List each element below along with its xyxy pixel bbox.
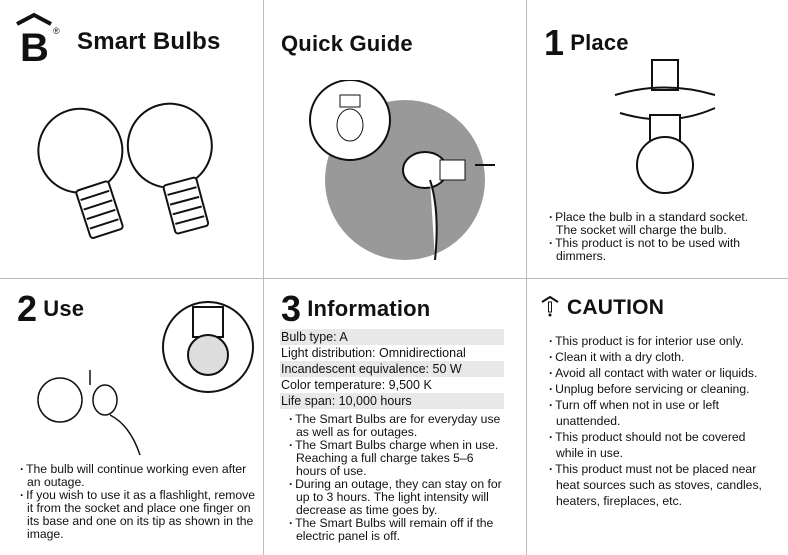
brand-logo-icon [14,12,64,64]
spec-table [280,329,504,409]
place-bullets: · Place the bulb in a standard socket. The socket will charge the bulb. · This product is not to be used with dimmers. [547,211,757,263]
information-heading: 3 Information [281,288,431,329]
caution-title: CAUTION [567,296,665,319]
quick-guide-illustration [300,80,500,270]
use-bullets: · The bulb will continue working even after an outage. · If you wish to use it as a flashlight, remove it from the socket and place one finger on its base and one on its tip as shown in the image. [18,463,258,541]
caution-bullets: · This product is for interior use only. · Clean it with a dry cloth. · Avoid all contact with water or liquids. · Unplug before servicing or cleaning. · Turn off when not in use or left unattended. · This product should not be covered while in use. · This product must not be placed near heat sources such as stoves, candles, heaters, fireplaces, etc. [547,333,772,509]
spec-row: Color temperature: 9,500 K [281,378,432,392]
spec-row: Life span: 10,000 hours [280,393,504,409]
place-illustration [610,55,720,200]
place-heading: 1 Place [544,22,629,63]
quick-guide-title: Quick Guide [281,31,413,56]
divider [0,278,788,279]
caution-icon [541,296,559,318]
spec-row: Bulb type: A [280,329,504,345]
use-illustration [30,295,260,460]
svg-text:B: B [20,26,49,64]
bulbs-illustration [30,95,250,255]
information-bullets: · The Smart Bulbs are for everyday use as well as for outages. · The Smart Bulbs charge when in use. Reaching a full charge takes 5–6 hours of use. · During an outage, they can stay on for up to 3 hours. The light intensity will decrease as time goes by. · The Smart Bulbs will remain off if the electric panel is off. [287,413,507,543]
use-heading: 2 Use [17,288,85,329]
product-title: Smart Bulbs [77,28,221,55]
svg-text:®: ® [53,26,60,36]
spec-row: Light distribution: Omnidirectional [281,346,466,360]
spec-row: Incandescent equivalence: 50 W [280,361,504,377]
